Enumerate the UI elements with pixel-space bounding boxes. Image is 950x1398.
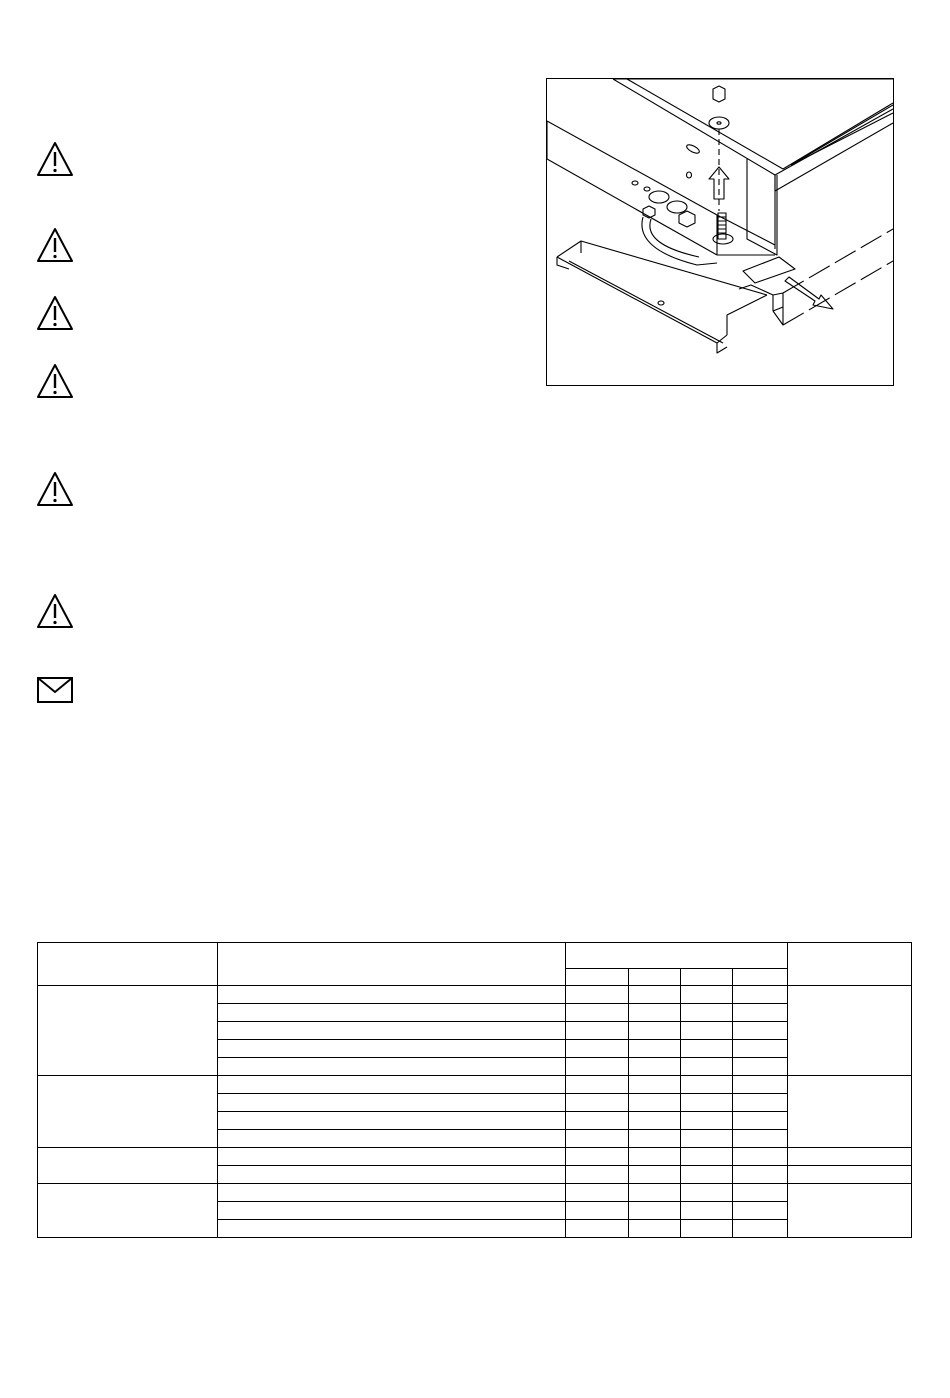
table-cell — [218, 1130, 566, 1148]
table-cell — [733, 1202, 788, 1220]
table-cell — [733, 986, 788, 1004]
table-cell — [681, 1130, 733, 1148]
assembly-illustration — [546, 78, 894, 386]
table-cell — [218, 1112, 566, 1130]
table-row — [38, 986, 912, 1004]
table-cell — [218, 1076, 566, 1094]
table-cell — [629, 1022, 681, 1040]
envelope-icon — [36, 672, 74, 710]
table-cell — [788, 1166, 912, 1184]
table-cell — [218, 986, 566, 1004]
table-cell — [788, 986, 912, 1076]
table-header-cell — [629, 969, 681, 986]
table-cell — [629, 1058, 681, 1076]
table-cell — [566, 1112, 629, 1130]
table-cell — [681, 1058, 733, 1076]
table-cell — [681, 1094, 733, 1112]
table-cell — [566, 1220, 629, 1238]
table-header-cell — [733, 969, 788, 986]
table-cell — [629, 1004, 681, 1022]
table-cell — [733, 1076, 788, 1094]
table-cell — [733, 1112, 788, 1130]
table-cell — [681, 1004, 733, 1022]
table-cell — [629, 1094, 681, 1112]
table-cell — [788, 1076, 912, 1148]
table-cell — [681, 1040, 733, 1058]
warning-triangle-icon — [36, 362, 74, 400]
table-cell — [629, 1040, 681, 1058]
table-row — [38, 1148, 912, 1166]
table-cell — [733, 1148, 788, 1166]
table-cell — [218, 1094, 566, 1112]
table-header-cell — [566, 943, 788, 969]
table-cell — [733, 1022, 788, 1040]
table-cell — [629, 1184, 681, 1202]
table-cell — [681, 1220, 733, 1238]
table-cell — [629, 1202, 681, 1220]
table-cell — [681, 986, 733, 1004]
table-cell — [218, 1004, 566, 1022]
table-cell — [733, 1004, 788, 1022]
table-cell — [566, 1076, 629, 1094]
table-cell — [733, 1166, 788, 1184]
table-header-cell — [788, 943, 912, 986]
table-cell — [566, 986, 629, 1004]
table-cell — [566, 1004, 629, 1022]
table-cell — [218, 1022, 566, 1040]
table-header-cell — [681, 969, 733, 986]
table-cell — [38, 986, 218, 1076]
table-cell — [681, 1148, 733, 1166]
table-cell — [629, 1166, 681, 1184]
table-header-row — [38, 943, 912, 969]
table-header-cell — [38, 943, 218, 986]
table-cell — [218, 1058, 566, 1076]
assembly-line-drawing — [547, 79, 893, 385]
table-cell — [733, 1130, 788, 1148]
table-row — [38, 1076, 912, 1094]
table-cell — [788, 1184, 912, 1238]
table-cell — [566, 1202, 629, 1220]
table-cell — [566, 1058, 629, 1076]
spec-table — [37, 942, 912, 1238]
table-cell — [566, 1166, 629, 1184]
table-cell — [566, 1022, 629, 1040]
table-cell — [566, 1184, 629, 1202]
warning-triangle-icon — [36, 294, 74, 332]
table-cell — [629, 986, 681, 1004]
table-cell — [733, 1094, 788, 1112]
table-cell — [681, 1112, 733, 1130]
table-cell — [629, 1076, 681, 1094]
table-cell — [566, 1130, 629, 1148]
table-cell — [566, 1148, 629, 1166]
table-cell — [38, 1148, 218, 1184]
table-cell — [218, 1148, 566, 1166]
table-cell — [629, 1130, 681, 1148]
table-cell — [733, 1220, 788, 1238]
warning-triangle-icon — [36, 226, 74, 264]
table-header-cell — [218, 943, 566, 986]
table-cell — [788, 1148, 912, 1166]
table-cell — [566, 1040, 629, 1058]
table-cell — [38, 1184, 218, 1238]
table-cell — [629, 1112, 681, 1130]
table-cell — [733, 1184, 788, 1202]
table-cell — [733, 1040, 788, 1058]
table-cell — [566, 1094, 629, 1112]
table-cell — [218, 1040, 566, 1058]
table-row — [38, 1184, 912, 1202]
table-cell — [38, 1076, 218, 1148]
table-cell — [629, 1220, 681, 1238]
table-cell — [218, 1220, 566, 1238]
table-cell — [629, 1148, 681, 1166]
table-cell — [218, 1202, 566, 1220]
table-cell — [681, 1076, 733, 1094]
warning-triangle-icon — [36, 592, 74, 630]
warning-triangle-icon — [36, 470, 74, 508]
table-cell — [218, 1184, 566, 1202]
warning-triangle-icon — [36, 140, 74, 178]
table-cell — [681, 1166, 733, 1184]
table-cell — [733, 1058, 788, 1076]
table-cell — [681, 1022, 733, 1040]
table-header-cell — [566, 969, 629, 986]
table-cell — [681, 1202, 733, 1220]
table-cell — [218, 1166, 566, 1184]
table-cell — [681, 1184, 733, 1202]
